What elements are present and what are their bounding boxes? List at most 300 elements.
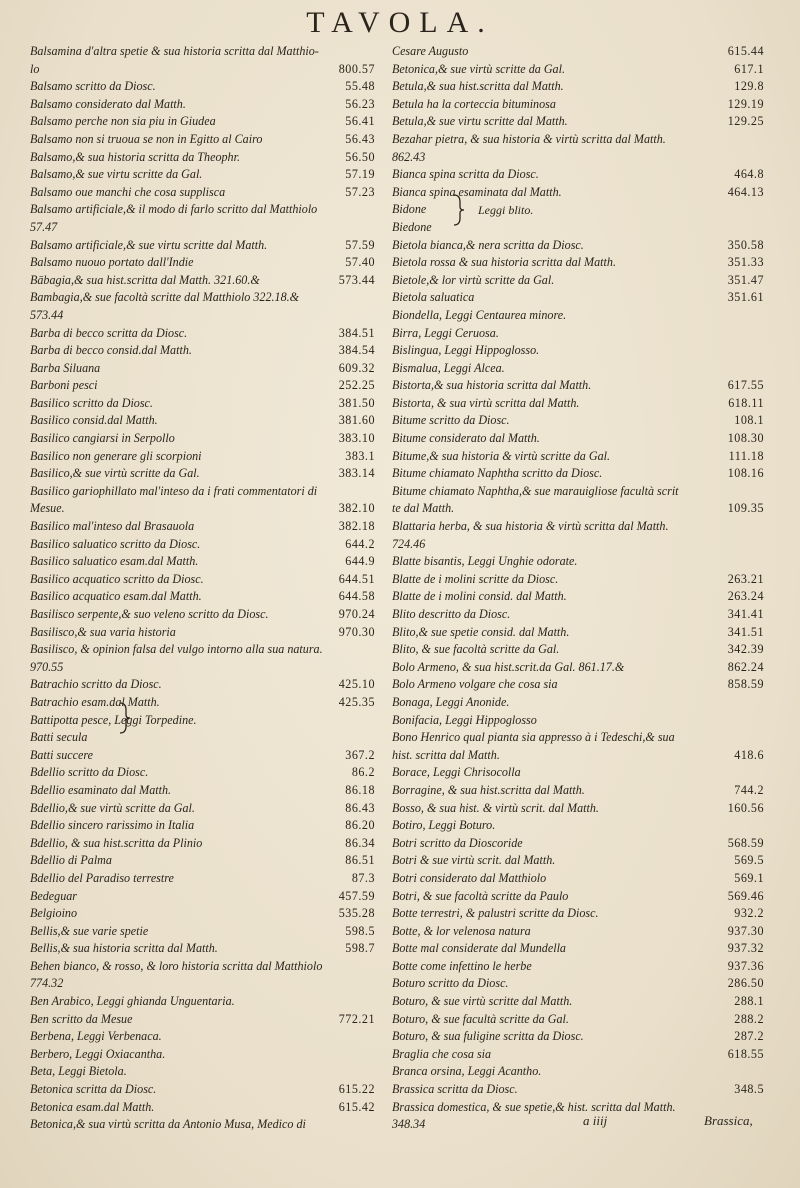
entry-text: Cesare Augusto — [392, 44, 469, 58]
index-entry — [30, 377, 375, 395]
index-entry — [392, 729, 764, 747]
entry-text: Battipotta pesce, Leggi Torpedine. — [30, 712, 197, 727]
entry-text: Balsamo perche non sia piu in Giudea — [30, 114, 216, 129]
entry-text: Ben Arabico, Leggi ghianda Unguentaria. — [30, 994, 235, 1009]
entry-page-ref: 383.14 — [338, 466, 375, 481]
entry-text: Basilisco serpente,& suo veleno scritto da Diosc. — [30, 607, 269, 621]
index-entry — [30, 307, 375, 325]
entry-page-ref: 55.48 — [345, 79, 375, 94]
index-entry — [30, 500, 375, 518]
entry-page-ref: 351.33 — [727, 255, 764, 270]
entry-text: Botte, & lor velenosa natura — [392, 923, 531, 938]
entry-text: 57.47 — [30, 219, 58, 234]
entry-text: Botri scritto da Dioscoride — [392, 835, 523, 850]
entry-page-ref: 382.10 — [338, 501, 375, 516]
entry-text: Bitume,& sua historia & virtù scritte da Gal. — [392, 448, 611, 463]
entry-text: Basilico gariophillato mal'inteso da i frati commentatori di — [30, 483, 318, 498]
entry-text: Braglia che cosa sia — [392, 1046, 492, 1061]
index-entry — [392, 940, 764, 958]
index-entry — [392, 536, 764, 554]
index-entry — [30, 571, 375, 589]
entry-text: Bietole,& lor virtù scritte da Gal. — [392, 272, 555, 287]
index-entry — [30, 1028, 375, 1046]
entry-text: Bitume chiamato Naphtha scritto da Diosc. — [392, 466, 603, 481]
entry-page-ref: 609.32 — [338, 360, 375, 375]
entry-text: Ben scritto da Mesue — [30, 1011, 133, 1026]
entry-page-ref: 57.23 — [345, 184, 375, 199]
entry-text: Balsamo,& sue virtu scritte da Gal. — [30, 167, 203, 182]
entry-page-ref: 970.30 — [338, 624, 375, 639]
index-entry — [30, 553, 375, 571]
entry-page-ref: 617.1 — [734, 61, 764, 76]
index-entry — [392, 1046, 764, 1064]
entry-text: Bolo Armeno volgare che cosa sia — [392, 677, 558, 692]
entry-text: Blito, & sue facoltà scritte da Gal. — [392, 642, 560, 657]
index-entry — [392, 571, 764, 589]
entry-text: 573.44 — [30, 307, 64, 322]
index-entry — [392, 325, 764, 343]
index-entry — [392, 219, 764, 237]
entry-text: Blattaria herba, & sua historia & virtù scritta dal Matth. — [392, 519, 669, 534]
entry-page-ref: 342.39 — [727, 642, 764, 657]
index-entry — [392, 342, 764, 360]
entry-text: Bitume scritto da Diosc. — [392, 413, 510, 428]
catchword: Brassica, — [704, 1113, 753, 1128]
index-entry — [30, 131, 375, 149]
index-entry — [392, 817, 764, 835]
entry-text: 724.46 — [392, 536, 426, 551]
entry-text: Biondella, Leggi Centaurea minore. — [392, 307, 567, 322]
entry-page-ref: 263.24 — [727, 589, 764, 604]
entry-text: Bezahar pietra, & sua historia & virtù scritta dal Matth. — [392, 131, 666, 146]
index-entry — [30, 78, 375, 96]
entry-text: Biedone — [392, 219, 432, 234]
signature-mark: a iiij — [583, 1113, 608, 1128]
index-entry — [30, 518, 375, 536]
entry-text: lo — [30, 61, 40, 76]
entry-page-ref: 598.7 — [345, 941, 375, 956]
index-entry — [30, 395, 375, 413]
entry-page-ref: 288.2 — [734, 1011, 764, 1026]
index-entry — [30, 817, 375, 835]
index-entry — [392, 131, 764, 149]
entry-page-ref: 252.25 — [338, 378, 375, 393]
entry-text: Bistorta, & sua virtù scritta dal Matth. — [392, 395, 580, 410]
entry-page-ref: 535.28 — [338, 906, 375, 921]
index-entry — [392, 289, 764, 307]
entry-page-ref: 57.40 — [345, 255, 375, 270]
page-title: TAVOLA. — [306, 6, 494, 39]
index-entry — [30, 747, 375, 765]
entry-text: Bietola rossa & sua historia scritta dal Matth. — [392, 255, 616, 270]
index-entry — [30, 536, 375, 554]
entry-page-ref: 109.35 — [727, 501, 764, 516]
entry-page-ref: 129.19 — [727, 96, 764, 111]
entry-text: Belgioino — [30, 906, 78, 921]
index-entry — [392, 272, 764, 290]
index-entry — [30, 289, 375, 307]
entry-text: Berbero, Leggi Oxiacantha. — [30, 1046, 166, 1061]
index-entry — [392, 870, 764, 888]
entry-text: Blatte de i molini scritte da Diosc. — [392, 571, 559, 586]
index-entry — [392, 975, 764, 993]
entry-text: Bianca spina scritta da Diosc. — [392, 167, 539, 182]
entry-page-ref: 384.54 — [338, 343, 375, 358]
index-entry — [30, 483, 375, 501]
index-entry — [30, 325, 375, 343]
entry-page-ref: 381.50 — [338, 395, 375, 410]
entry-text: Boturo scritto da Diosc. — [392, 976, 509, 991]
index-entry — [392, 835, 764, 853]
entry-text: 970.55 — [30, 659, 64, 674]
entry-page-ref: 932.2 — [734, 906, 764, 921]
entry-text: Batti secula — [30, 730, 88, 745]
index-column-right — [392, 43, 764, 1134]
index-entry — [392, 483, 764, 501]
entry-text: Balsamo scritto da Diosc. — [30, 79, 156, 94]
index-entry — [30, 1011, 375, 1029]
index-entry — [30, 676, 375, 694]
entry-text: Basilico,& sue virtù scritte da Gal. — [30, 466, 200, 481]
entry-text: Berbena, Leggi Verbenaca. — [30, 1029, 162, 1044]
index-entry — [392, 694, 764, 712]
entry-page-ref: 87.3 — [351, 870, 375, 885]
entry-page-ref: 160.56 — [727, 800, 764, 815]
index-entry — [392, 676, 764, 694]
entry-text: Bdellio, & sua hist.scritta da Plinio — [30, 835, 203, 850]
index-entry — [30, 852, 375, 870]
entry-text: Basilico scritto da Diosc. — [30, 395, 153, 410]
index-entry — [30, 940, 375, 958]
index-entry — [392, 395, 764, 413]
entry-page-ref: 367.2 — [345, 747, 375, 762]
entry-page-ref: 425.35 — [338, 694, 375, 709]
index-entry — [392, 43, 764, 61]
entry-text: Barboni pesci — [30, 378, 98, 393]
entry-page-ref: 618.11 — [728, 395, 764, 410]
entry-page-ref: 86.2 — [351, 765, 375, 780]
entry-page-ref: 568.59 — [727, 835, 764, 850]
entry-page-ref: 86.43 — [345, 800, 375, 815]
entry-page-ref: 383.1 — [345, 448, 375, 463]
entry-text: Basilico cangiarsi in Serpollo — [30, 431, 175, 446]
entry-page-ref: 744.2 — [734, 782, 764, 797]
index-entry — [30, 96, 375, 114]
entry-page-ref: 858.59 — [727, 677, 764, 692]
entry-text: Brassica scritta da Diosc. — [392, 1082, 518, 1097]
entry-text: Betonica,& sue virtù scritte da Gal. — [392, 61, 565, 76]
index-entry — [30, 1099, 375, 1117]
entry-text: Branca orsina, Leggi Acantho. — [392, 1064, 542, 1079]
index-entry — [30, 448, 375, 466]
entry-text: Betula ha la corteccia bituminosa — [392, 96, 556, 111]
entry-text: Bosso, & sua hist. & virtù scrit. dal Matth. — [392, 800, 599, 815]
entry-text: Bdellio esaminato dal Matth. — [30, 782, 172, 797]
entry-page-ref: 350.58 — [727, 237, 764, 252]
brace-bracket-left — [118, 702, 132, 734]
entry-text: Bellis,& sue varie spetie — [30, 923, 149, 938]
index-entry — [392, 1081, 764, 1099]
entry-text: Bdellio del Paradiso terrestre — [30, 870, 174, 885]
index-entry — [30, 412, 375, 430]
index-entry — [30, 712, 375, 730]
entry-text: Barba di becco scritta da Diosc. — [30, 325, 188, 340]
index-entry — [392, 747, 764, 765]
entry-page-ref: 457.59 — [338, 888, 375, 903]
entry-page-ref: 287.2 — [734, 1029, 764, 1044]
index-entry — [392, 800, 764, 818]
index-entry — [392, 958, 764, 976]
index-entry — [392, 465, 764, 483]
index-entry — [30, 465, 375, 483]
entry-text: Basilisco,& sua varia historia — [30, 624, 176, 639]
entry-page-ref: 937.30 — [727, 923, 764, 938]
index-entry — [30, 201, 375, 219]
entry-text: Bolo Armeno, & sua hist.scrit.da Gal. 861.17.& — [392, 659, 625, 674]
index-entry — [392, 254, 764, 272]
entry-page-ref: 573.44 — [338, 272, 375, 287]
index-entry — [392, 852, 764, 870]
entry-text: Betonica,& sua virtù scritta da Antonio Musa, Medico di — [30, 1117, 306, 1132]
entry-page-ref: 384.51 — [338, 325, 375, 340]
index-entry — [392, 61, 764, 79]
entry-page-ref: 615.22 — [338, 1082, 375, 1097]
entry-text: Basilisco, & opinion falsa del vulgo intorno alla sua natura. — [30, 642, 323, 657]
entry-text: Bedeguar — [30, 888, 78, 903]
entry-text: Blatte de i molini consid. dal Matth. — [392, 589, 567, 604]
entry-page-ref: 286.50 — [727, 976, 764, 991]
entry-page-ref: 129.8 — [734, 79, 764, 94]
entry-text: Botiro, Leggi Boturo. — [392, 818, 496, 833]
brace-bracket — [452, 194, 466, 226]
entry-page-ref: 772.21 — [338, 1011, 375, 1026]
entry-text: hist. scritta dal Matth. — [392, 747, 500, 762]
index-entry — [392, 712, 764, 730]
index-entry — [392, 518, 764, 536]
index-entry — [30, 659, 375, 677]
entry-page-ref: 57.19 — [345, 167, 375, 182]
entry-page-ref: 569.46 — [727, 888, 764, 903]
entry-text: Barba di becco consid.dal Matth. — [30, 343, 192, 358]
index-entry — [30, 1046, 375, 1064]
entry-text: Mesue. — [30, 501, 65, 516]
entry-text: Basilico mal'inteso dal Brasauola — [30, 519, 195, 534]
index-entry — [30, 624, 375, 642]
index-entry — [392, 624, 764, 642]
entry-text: 774.32 — [30, 976, 64, 991]
index-entry — [392, 377, 764, 395]
entry-text: Botri & sue virtù scrit. dal Matth. — [392, 853, 556, 868]
index-entry — [392, 923, 764, 941]
entry-page-ref: 644.9 — [345, 554, 375, 569]
index-entry — [30, 782, 375, 800]
entry-page-ref: 425.10 — [338, 677, 375, 692]
entry-text: Behen bianco, & rosso, & loro historia scritta dal Matthiolo — [30, 958, 323, 973]
entry-page-ref: 618.55 — [727, 1046, 764, 1061]
entry-page-ref: 56.50 — [345, 149, 375, 164]
entry-text: 862.43 — [392, 149, 426, 164]
entry-text: Basilico non generare gli scorpioni — [30, 448, 202, 463]
entry-page-ref: 86.34 — [345, 835, 375, 850]
entry-text: Bdellio di Palma — [30, 853, 112, 868]
index-entry — [392, 360, 764, 378]
entry-text: Balsamo oue manchi che cosa supplisca — [30, 184, 226, 199]
index-entry — [30, 993, 375, 1011]
entry-text: Betonica esam.dal Matth. — [30, 1099, 155, 1114]
index-entry — [30, 1081, 375, 1099]
entry-page-ref: 57.59 — [345, 237, 375, 252]
entry-text: Bono Henrico qual pianta sia appresso à i Tedeschi,& sua — [392, 730, 675, 745]
entry-text: Barba Siluana — [30, 360, 101, 375]
index-entry — [392, 412, 764, 430]
entry-page-ref: 348.5 — [734, 1082, 764, 1097]
entry-page-ref: 56.23 — [345, 96, 375, 111]
entry-text: Betula,& sua hist.scritta dal Matth. — [392, 79, 564, 94]
entry-page-ref: 615.44 — [727, 44, 764, 58]
entry-text: Bianca spina esaminata dal Matth. — [392, 184, 562, 199]
index-entry — [30, 923, 375, 941]
entry-page-ref: 464.13 — [727, 184, 764, 199]
index-entry — [392, 237, 764, 255]
entry-text: Bdellio,& sue virtù scritte da Gal. — [30, 800, 195, 815]
entry-text: Birra, Leggi Ceruosa. — [392, 325, 499, 340]
entry-page-ref: 86.51 — [345, 853, 375, 868]
brace-note: Leggi blito. — [478, 203, 534, 217]
entry-text: Balsamina d'altra spetie & sua historia scritta dal Matthio- — [30, 44, 319, 58]
entry-text: Bislingua, Leggi Hippoglosso. — [392, 343, 540, 358]
entry-text: 348.34 — [392, 1117, 426, 1132]
entry-text: Bismalua, Leggi Alcea. — [392, 360, 505, 375]
index-entry — [30, 1116, 375, 1134]
entry-page-ref: 615.42 — [338, 1099, 375, 1114]
entry-page-ref: 862.24 — [727, 659, 764, 674]
index-entry — [392, 430, 764, 448]
entry-text: Bitume chiamato Naphtha,& sue marauigliose facultà scrit — [392, 483, 679, 498]
index-entry — [30, 958, 375, 976]
index-entry — [392, 500, 764, 518]
entry-page-ref: 569.1 — [734, 870, 764, 885]
index-entry — [30, 729, 375, 747]
entry-text: Bonaga, Leggi Anonide. — [392, 694, 510, 709]
entry-text: Borragine, & sua hist.scritta dal Matth. — [392, 782, 585, 797]
index-entry — [392, 764, 764, 782]
index-entry — [392, 166, 764, 184]
index-entry — [30, 184, 375, 202]
entry-text: Betonica scritta da Diosc. — [30, 1082, 157, 1097]
entry-text: Basilico acquatico esam.dal Matth. — [30, 589, 202, 604]
entry-text: Bdellio sincero rarissimo in Italia — [30, 818, 195, 833]
entry-text: Balsamo artificiale,& sue virtu scritte dal Matth. — [30, 237, 268, 252]
entry-text: Bitume considerato dal Matth. — [392, 431, 540, 446]
index-entry — [30, 430, 375, 448]
index-entry — [30, 606, 375, 624]
entry-text: Balsamo artificiale,& il modo di farlo scritto dal Matthiolo — [30, 202, 318, 217]
index-entry — [392, 782, 764, 800]
entry-text: Bonifacia, Leggi Hippoglosso — [392, 712, 537, 727]
index-entry — [30, 237, 375, 255]
index-entry — [30, 272, 375, 290]
index-entry — [30, 219, 375, 237]
entry-page-ref: 464.8 — [734, 167, 764, 182]
entry-page-ref: 351.61 — [727, 290, 764, 305]
index-entry — [30, 113, 375, 131]
entry-text: Balsamo considerato dal Matth. — [30, 96, 186, 111]
entry-page-ref: 86.18 — [345, 782, 375, 797]
index-entry — [392, 659, 764, 677]
entry-text: Botte terrestri, & palustri scritte da Diosc. — [392, 906, 599, 921]
entry-text: Borace, Leggi Chrisocolla — [392, 765, 521, 780]
index-entry — [30, 641, 375, 659]
entry-text: Blito,& sue spetie consid. dal Matth. — [392, 624, 570, 639]
index-column-left — [30, 43, 375, 1134]
index-entry — [30, 1063, 375, 1081]
index-entry — [30, 166, 375, 184]
entry-page-ref: 418.6 — [734, 747, 764, 762]
entry-text: Batrachio scritto da Diosc. — [30, 677, 162, 692]
entry-page-ref: 382.18 — [338, 519, 375, 534]
entry-text: Blatte bisantis, Leggi Unghie odorate. — [392, 554, 578, 569]
index-entry — [30, 342, 375, 360]
entry-text: Betula,& sue virtu scritte dal Matth. — [392, 114, 568, 129]
index-entry — [392, 993, 764, 1011]
entry-page-ref: 381.60 — [338, 413, 375, 428]
entry-text: Balsamo non si truoua se non in Egitto al Cairo — [30, 131, 263, 146]
index-entry — [392, 1063, 764, 1081]
entry-page-ref: 800.57 — [338, 61, 375, 76]
index-entry — [30, 360, 375, 378]
entry-page-ref: 108.16 — [727, 466, 764, 481]
index-entry — [392, 588, 764, 606]
index-entry — [30, 254, 375, 272]
index-entry — [392, 905, 764, 923]
entry-text: Brassica domestica, & sue spetie,& hist. scritta dal Matth. — [392, 1099, 676, 1114]
entry-text: Botte come infettino le herbe — [392, 958, 532, 973]
entry-page-ref: 937.32 — [727, 941, 764, 956]
index-entry — [30, 588, 375, 606]
entry-text: Basilico saluatico scritto da Diosc. — [30, 536, 201, 551]
index-entry — [30, 149, 375, 167]
entry-page-ref: 108.1 — [734, 413, 764, 428]
entry-text: Basilico saluatico esam.dal Matth. — [30, 554, 199, 569]
entry-text: Bistorta,& sua historia scritta dal Matth. — [392, 378, 592, 393]
entry-page-ref: 937.36 — [727, 958, 764, 973]
entry-page-ref: 86.20 — [345, 818, 375, 833]
entry-page-ref: 644.51 — [338, 571, 375, 586]
entry-text: Bellis,& sua historia scritta dal Matth. — [30, 941, 218, 956]
entry-text: Balsamo nuouo portato dall'Indie — [30, 255, 194, 270]
index-entry — [392, 78, 764, 96]
index-entry — [30, 835, 375, 853]
index-entry — [392, 201, 764, 219]
entry-text: Bietola bianca,& nera scritta da Diosc. — [392, 237, 584, 252]
entry-text: Boturo, & sua fuligine scritta da Diosc. — [392, 1029, 584, 1044]
entry-text: Blito descritto da Diosc. — [392, 607, 511, 621]
entry-text: Boturo, & sue virtù scritte dal Matth. — [392, 994, 573, 1009]
entry-text: Botte mal considerate dal Mundella — [392, 941, 566, 956]
index-entry — [392, 96, 764, 114]
entry-page-ref: 108.30 — [727, 431, 764, 446]
index-entry — [30, 870, 375, 888]
index-entry — [30, 764, 375, 782]
entry-text: Bābagia,& sua hist.scritta dal Matth. 321.60.& — [30, 272, 260, 287]
entry-page-ref: 56.43 — [345, 131, 375, 146]
index-entry — [30, 975, 375, 993]
entry-text: Bietola saluatica — [392, 290, 475, 305]
entry-text: Batrachio esam.dal Matth. — [30, 694, 160, 709]
entry-page-ref: 970.24 — [338, 607, 375, 621]
entry-text: Bdellio scritto da Diosc. — [30, 765, 149, 780]
entry-page-ref: 56.41 — [345, 114, 375, 129]
